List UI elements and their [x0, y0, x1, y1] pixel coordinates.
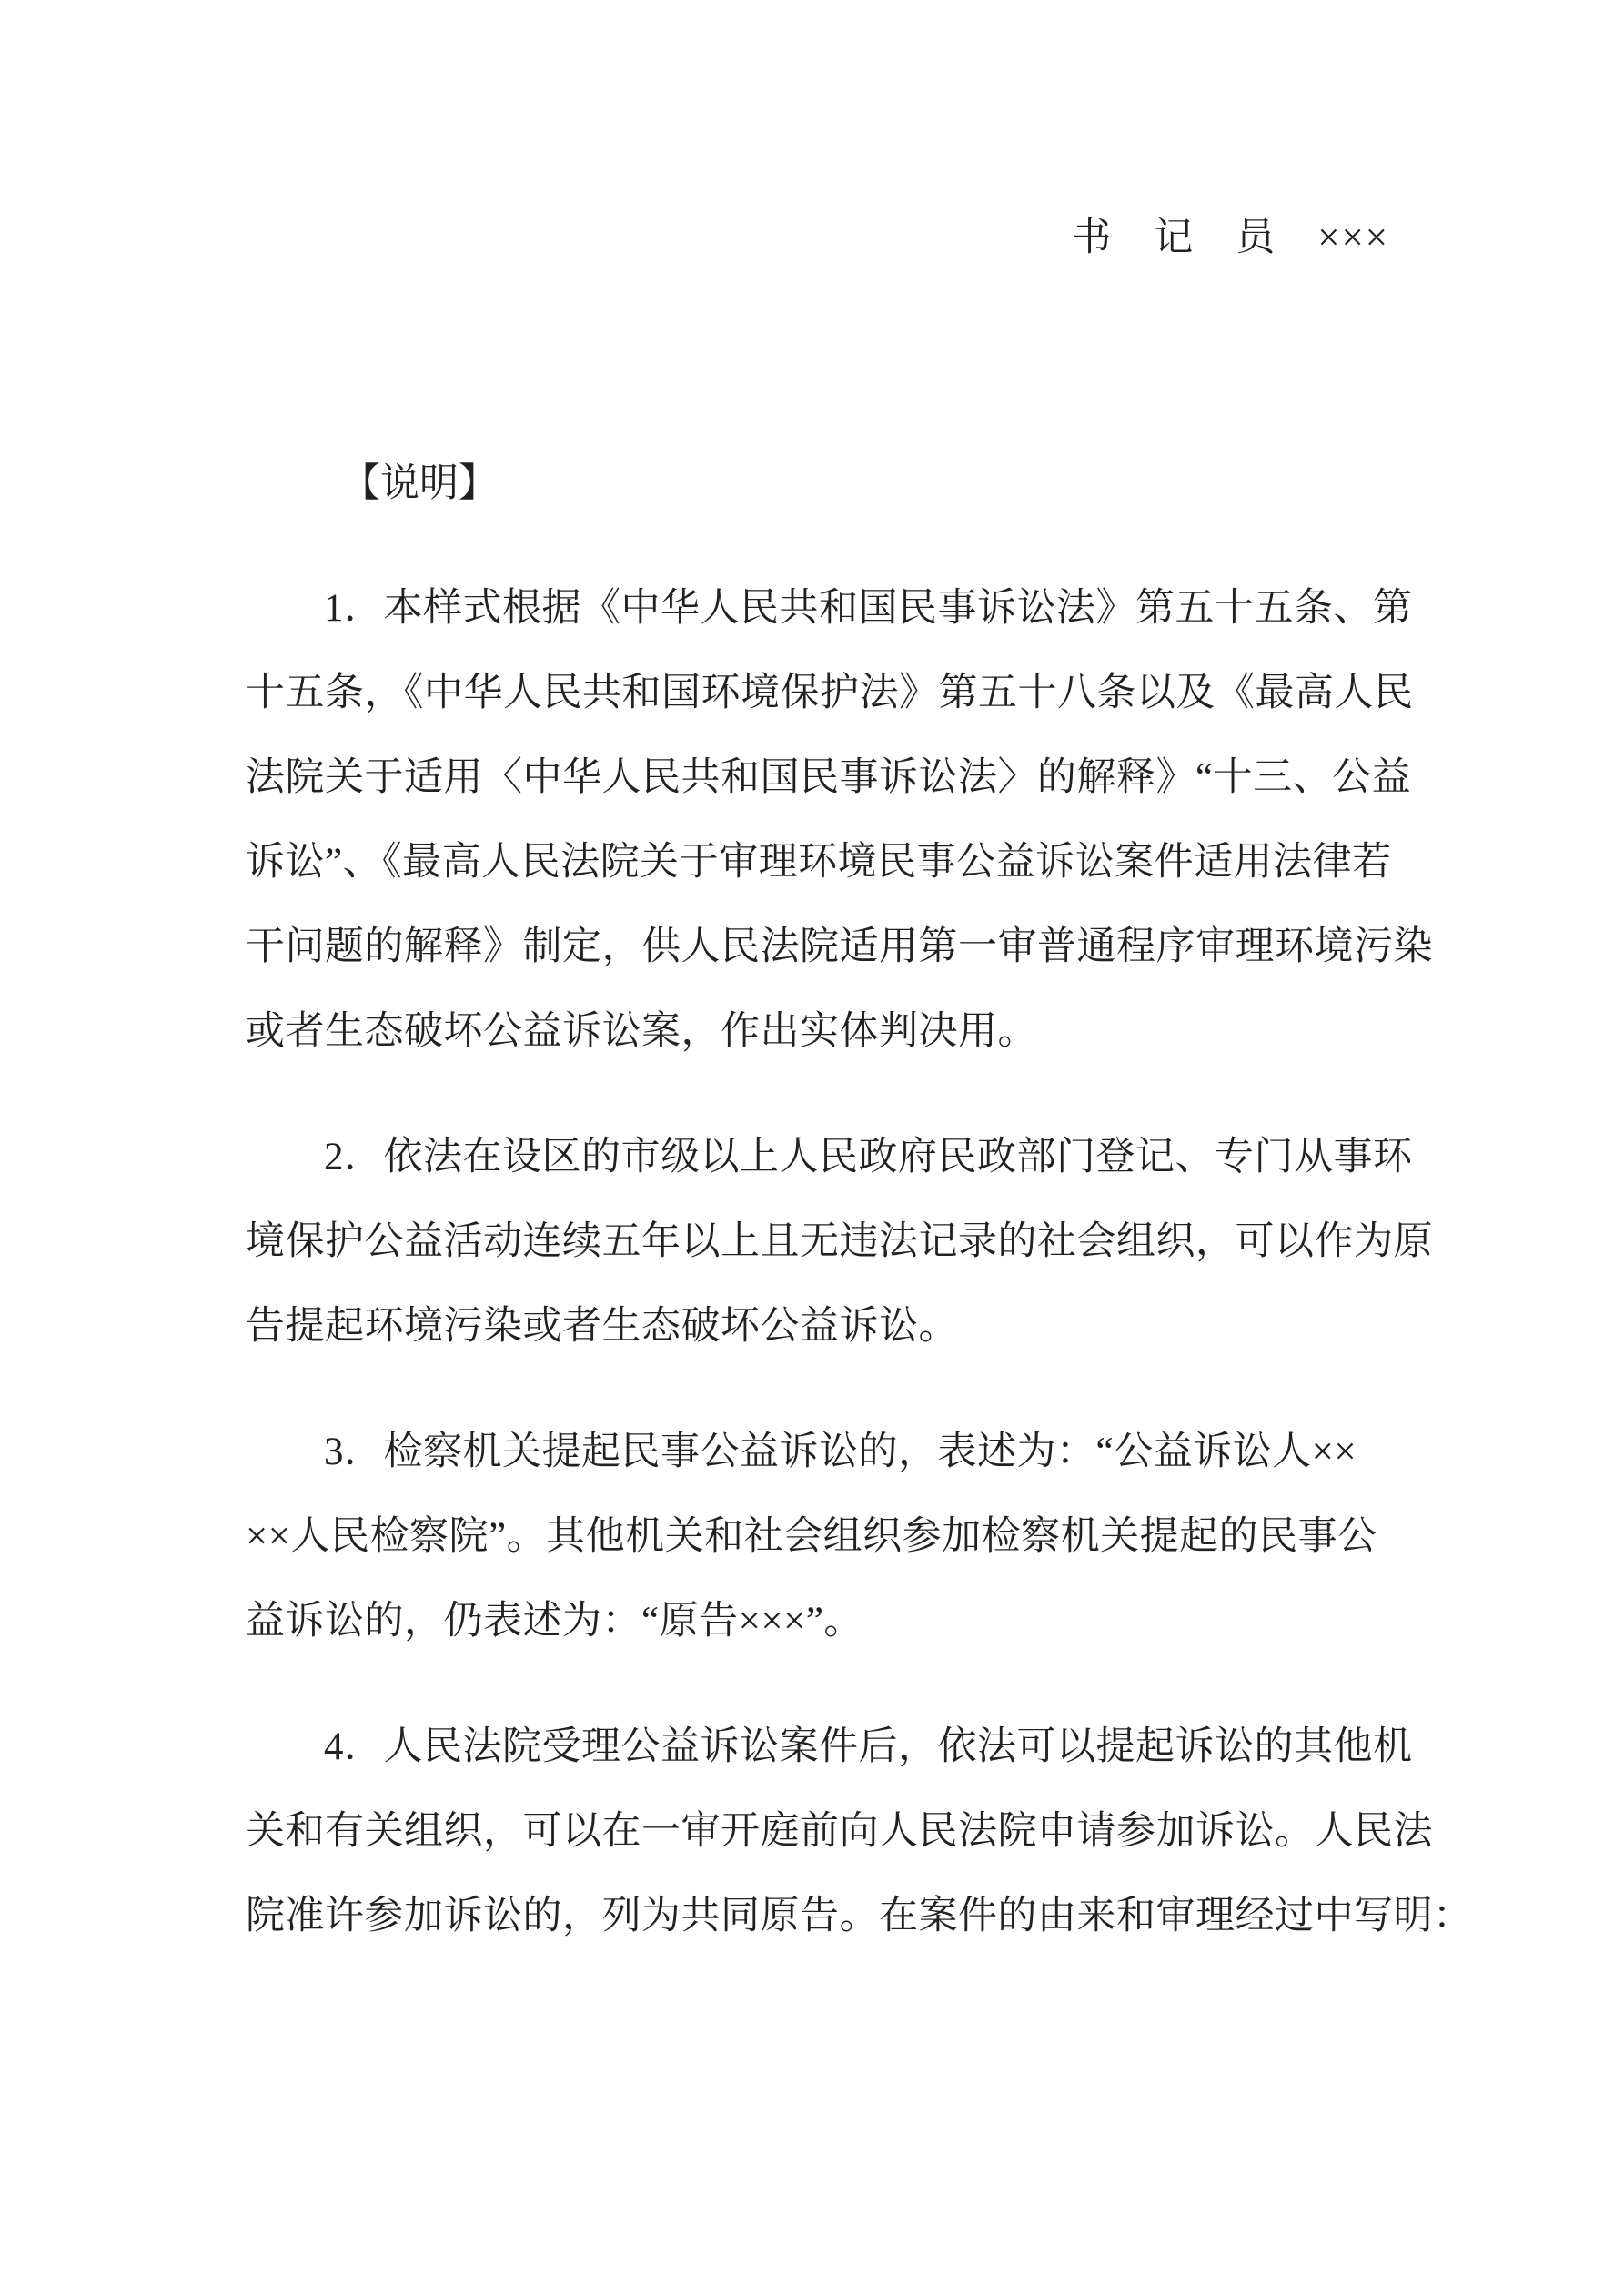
paragraph	[246, 1704, 1473, 1958]
text-line: 1．本样式根据《中华人民共和国民事诉讼法》第五十五条、第	[324, 587, 1413, 630]
explanation-paragraphs	[0, 566, 1624, 1958]
text-line: 诉讼”、《最高人民法院关于审理环境民事公益诉讼案件适用法律若	[246, 841, 1392, 884]
paragraph	[246, 1115, 1442, 1369]
text-line: ××人民检察院”。其他机关和社会组织参加检察机关提起的民事公	[246, 1515, 1377, 1558]
text-line: 院准许参加诉讼的，列为共同原告。在案件的由来和审理经过中写明：	[246, 1895, 1473, 1937]
text-line: 4．人民法院受理公益诉讼案件后，依法可以提起诉讼的其他机	[324, 1725, 1413, 1768]
paragraph	[246, 566, 1442, 1074]
text-line: 3．检察机关提起民事公益诉讼的，表述为：“公益诉讼人××	[324, 1431, 1357, 1473]
text-line: 法院关于适用〈中华人民共和国民事诉讼法〉的解释》“十三、公益	[246, 756, 1412, 799]
text-line: 干问题的解释》制定，供人民法院适用第一审普通程序审理环境污染	[246, 925, 1433, 968]
text-line: 境保护公益活动连续五年以上且无违法记录的社会组织，可以作为原	[246, 1220, 1433, 1263]
text-line: 益诉讼的，仍表述为：“原告×××”。	[246, 1600, 863, 1643]
clerk-signature-line: 书 记 员 ×××	[1072, 217, 1389, 259]
text-line: 关和有关组织，可以在一审开庭前向人民法院申请参加诉讼。人民法	[246, 1810, 1433, 1853]
paragraph	[246, 1410, 1442, 1664]
section-heading: 【说明】	[341, 462, 498, 505]
text-line: 或者生态破坏公益诉讼案，作出实体判决用。	[246, 1010, 1037, 1053]
text-line: 2．依法在设区的市级以上人民政府民政部门登记、专门从事环	[324, 1136, 1413, 1178]
text-line: 告提起环境污染或者生态破坏公益诉讼。	[246, 1305, 958, 1348]
text-line: 十五条，《中华人民共和国环境保护法》第五十八条以及《最高人民	[246, 672, 1414, 714]
